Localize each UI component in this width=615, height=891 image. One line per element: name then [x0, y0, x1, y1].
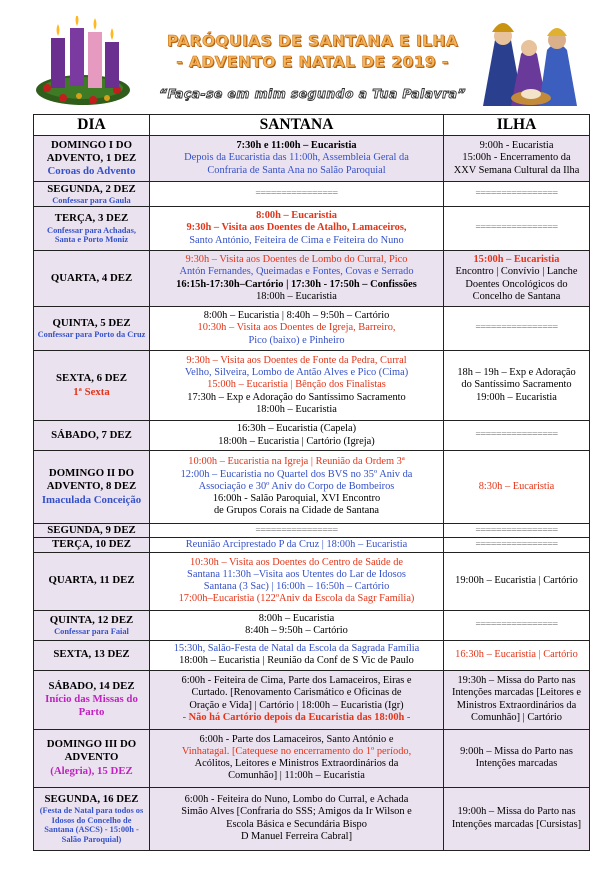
day-cell: SEGUNDA, 2 DEZ Confessar para Gaula [34, 182, 150, 207]
table-row [34, 451, 590, 524]
day-cell: SEGUNDA, 16 DEZ (Festa de Natal para todos os Idosos do Concelho de Santana (ASCS) - 15:00h - Salão Paroquial) [34, 787, 150, 850]
page-header [0, 0, 615, 112]
table-row [34, 729, 590, 787]
ilha-cell: 19:00h – Eucaristia | Cartório [444, 552, 590, 610]
table-row [34, 182, 590, 207]
ilha-cell: 16:30h – Eucaristia | Cartório [444, 640, 590, 670]
ilha-cell: 18h – 19h – Exp e Adoração do Santíssimo Sacramento 19:00h – Eucaristia [444, 351, 590, 421]
day-cell: QUINTA, 12 DEZ Confessar para Faial [34, 610, 150, 640]
title-line-1: PARÓQUIAS DE SANTANA E ILHA [166, 32, 459, 50]
ilha-cell: 15:00h – Eucaristia Encontro | Convívio | Lanche Doentes Oncológicos do Concelho de Santana [444, 251, 590, 307]
title-line-2: - ADVENTO E NATAL DE 2019 - [176, 53, 449, 71]
day-cell: SEXTA, 6 DEZ 1ª Sexta [34, 351, 150, 421]
day-cell: DOMINGO I DO ADVENTO, 1 DEZ Coroas do Advento [34, 136, 150, 182]
day-cell: QUARTA, 4 DEZ [34, 251, 150, 307]
column-header-ilha: ILHA [444, 115, 590, 136]
santana-cell: 9:30h – Visita aos Doentes de Fonte da Pedra, Curral Velho, Silveira, Lombo de Antão Alves e Pico (Cima) 15:00h – Eucaristia | Bênção dos Finalistas 17:30h – Exp e Adoração do Santíssimo Sacramento 18:00h – Eucaristia [150, 351, 444, 421]
schedule-table [33, 114, 590, 851]
day-cell: SÁBADO, 14 DEZ Início das Missas do Parto [34, 670, 150, 729]
ilha-cell: 8:30h – Eucaristia [444, 451, 590, 524]
table-row [34, 538, 590, 552]
ilha-cell: ================ [444, 307, 590, 351]
ilha-cell: ================ [444, 182, 590, 207]
ilha-cell: 9:00h – Missa do Parto nas Intenções marcadas [444, 729, 590, 787]
day-cell: DOMINGO III DO ADVENTO (Alegria), 15 DEZ [34, 729, 150, 787]
table-row [34, 351, 590, 421]
advent-wreath-icon [33, 16, 133, 108]
table-row [34, 610, 590, 640]
santana-cell: 10:00h – Eucaristia na Igreja | Reunião da Ordem 3ª 12:00h – Eucaristia no Quartel dos BVS no 35º Aniv da Associação e 30º Aniv do Corpo de Bombeiros 16:00h - Salão Paroquial, XVI Encontro de Grupos Corais na Cidade de Santana [150, 451, 444, 524]
santana-cell: Reunião Arciprestado P da Cruz | 18:00h – Eucaristia [150, 538, 444, 552]
santana-cell: 6:00h - Feiteira do Nuno, Lombo do Curral, e Achada Simão Alves [Confraria do SSS; Amigos da Ir Wilson e Escola Básica e Secundária Bispo D Manuel Ferreira Cabral] [150, 787, 444, 850]
table-row [34, 787, 590, 850]
santana-cell: 15:30h, Salão-Festa de Natal da Escola da Sagrada Família 18:00h – Eucaristia | Reunião da Conf de S Vic de Paulo [150, 640, 444, 670]
ilha-cell: ================ [444, 538, 590, 552]
day-cell: SEGUNDA, 9 DEZ [34, 524, 150, 538]
table-row [34, 670, 590, 729]
motto: “Faça-se em mim segundo a Tua Palavra” [159, 86, 466, 101]
nativity-scene-icon [477, 10, 585, 110]
column-header-dia: DIA [34, 115, 150, 136]
santana-cell: 8:00h – Eucaristia 8:40h – 9:50h – Cartório [150, 610, 444, 640]
santana-cell: 6:00h - Parte dos Lamaceiros, Santo António e Vinhatagal. [Catequese no encerramento do 1º período, Acólitos, Leitores e Ministros Extraordinários da Comunhão] | 11:00h – Eucaristia [150, 729, 444, 787]
santana-cell: 7:30h e 11:00h – Eucaristia Depois da Eucaristia das 11:00h, Assembleia Geral da Confraria de Santa Ana no Salão Paroquial [150, 136, 444, 182]
table-row [34, 207, 590, 251]
table-row [34, 640, 590, 670]
santana-cell: 10:30h – Visita aos Doentes do Centro de Saúde de Santana 11:30h –Visita aos Utentes do Lar de Idosos Santana (3 Sac) | 16:00h – 16:50h – Cartório 17:00h–Eucaristia (122ºAniv da Escola da Sagr Família) [150, 552, 444, 610]
santana-cell: ================ [150, 182, 444, 207]
day-cell: DOMINGO II DO ADVENTO, 8 DEZ Imaculada Conceição [34, 451, 150, 524]
santana-cell: 8:00h – Eucaristia | 8:40h – 9:50h – Cartório 10:30h – Visita aos Doentes de Igreja, Barreiro, Pico (baixo) e Pinheiro [150, 307, 444, 351]
ilha-cell: 9:00h - Eucaristia 15:00h - Encerramento da XXV Semana Cultural da Ilha [444, 136, 590, 182]
table-row [34, 421, 590, 451]
column-header-santana: SANTANA [150, 115, 444, 136]
santana-cell: 16:30h – Eucaristia (Capela) 18:00h – Eucaristia | Cartório (Igreja) [150, 421, 444, 451]
ilha-cell: 19:30h – Missa do Parto nas Intenções marcadas [Leitores e Ministros Extraordinários da Comunhão] | Cartório [444, 670, 590, 729]
table-row [34, 524, 590, 538]
ilha-cell: ================ [444, 421, 590, 451]
day-cell: TERÇA, 3 DEZ Confessar para Achadas, Santa e Porto Moniz [34, 207, 150, 251]
ilha-cell: ================ [444, 524, 590, 538]
day-cell: TERÇA, 10 DEZ [34, 538, 150, 552]
table-row [34, 552, 590, 610]
table-row [34, 136, 590, 182]
ilha-cell: 19:00h – Missa do Parto nas Intenções marcadas [Cursistas] [444, 787, 590, 850]
day-cell: SÁBADO, 7 DEZ [34, 421, 150, 451]
ilha-cell: ================ [444, 207, 590, 251]
santana-cell: 8:00h – Eucaristia 9:30h – Visita aos Doentes de Atalho, Lamaceiros, Santo António, Feiteira de Cima e Feiteira do Nuno [150, 207, 444, 251]
day-cell: QUARTA, 11 DEZ [34, 552, 150, 610]
ilha-cell: ================ [444, 610, 590, 640]
table-header-row [34, 115, 590, 136]
santana-cell: 6:00h - Feiteira de Cima, Parte dos Lamaceiros, Eiras e Curtado. [Renovamento Carismático e Oficinas de Oração e Vida] | Cartório | 18:00h – Eucaristia (Igr) - Não há Cartório depois da Eucaristia das 18:00h - [150, 670, 444, 729]
santana-cell: ================ [150, 524, 444, 538]
table-row [34, 251, 590, 307]
day-cell: SEXTA, 13 DEZ [34, 640, 150, 670]
santana-cell: 9:30h – Visita aos Doentes de Lombo do Curral, Pico Antón Fernandes, Queimadas e Fontes, Covas e Serrado 16:15h-17:30h–Cartório | 17:30h - 17:50h – Confissões 18:00h – Eucaristia [150, 251, 444, 307]
day-cell: QUINTA, 5 DEZ Confessar para Porto da Cruz [34, 307, 150, 351]
table-row [34, 307, 590, 351]
